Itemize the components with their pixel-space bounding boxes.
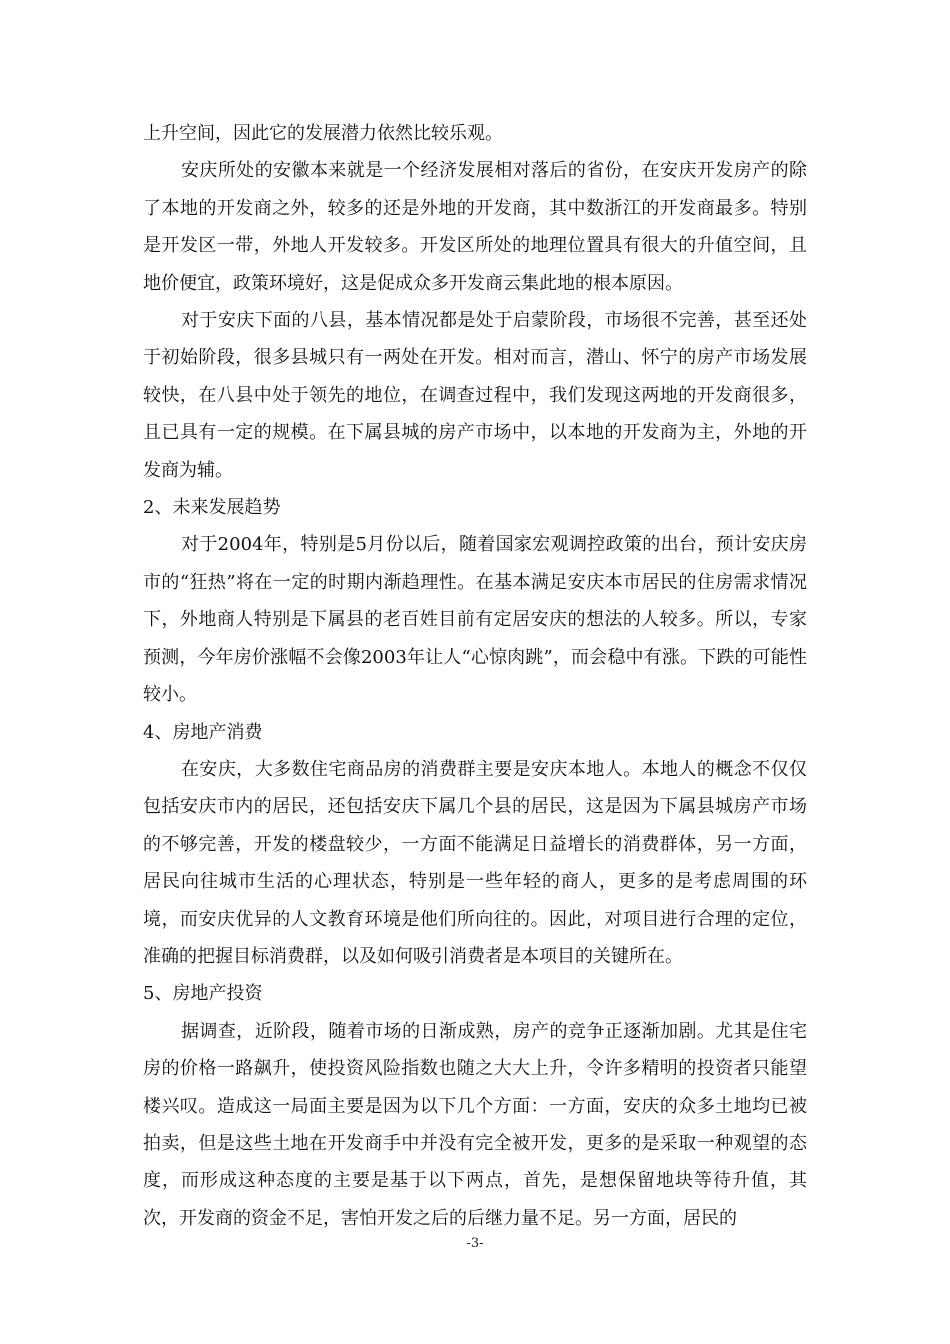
paragraph-continuation: 上升空间，因此它的发展潜力依然比较乐观。: [143, 123, 503, 144]
section-heading-consumption: 4、房地产消费: [143, 721, 263, 743]
paragraph-trend: 对于2004年，特别是5月份以后，随着国家宏观调控政策的出台，预计安庆房市的“狂热”将在一定的时期内渐趋理性。在基本满足安庆本市居民的住房需求情况下，外地商人特别是下属县的老百姓目前有定居安庆的想法的人较多。所以，专家预测，今年房价涨幅不会像2003年让人“心惊肉跳”，而会稳中有涨。下跌的可能性较小。: [143, 534, 807, 706]
paragraph-investment: 据调查，近阶段，随着市场的日渐成熟，房产的竞争正逐渐加剧。尤其是住宅房的价格一路飙升，使投资风险指数也随之大大上升，令许多精明的投资者只能望楼兴叹。造成这一局面主要是因为以下几个方面：一方面，安庆的众多土地均已被拍卖，但是这些土地在开发商手中并没有完全被开发，更多的是采取一种观望的态度，而形成这种态度的主要是基于以下两点，首先，是想保留地块等待升值，其次，开发商的资金不足，害怕开发之后的后继力量不足。另一方面，居民的: [143, 1020, 807, 1229]
page-body: [143, 115, 807, 1237]
section-heading-investment: 5、房地产投资: [143, 983, 263, 1005]
paragraph-consumption: 在安庆，大多数住宅商品房的消费群主要是安庆本地人。本地人的概念不仅仅包括安庆市内的居民，还包括安庆下属几个县的居民，这是因为下属县城房产市场的不够完善，开发的楼盘较少，一方面不能满足日益增长的消费群体，另一方面，居民向往城市生活的心理状态，特别是一些年轻的商人，更多的是考虑周围的环境，而安庆优异的人文教育环境是他们所向往的。因此，对项目进行合理的定位，准确的把握目标消费群，以及如何吸引消费者是本项目的关键所在。: [143, 758, 807, 967]
paragraph-eight-counties: 对于安庆下面的八县，基本情况都是处于启蒙阶段，市场很不完善，甚至还处于初始阶段，很多县城只有一两处在开发。相对而言，潜山、怀宁的房产市场发展较快，在八县中处于领先的地位，在调查过程中，我们发现这两地的开发商很多，且已具有一定的规模。在下属县城的房产市场中，以本地的开发商为主，外地的开发商为辅。: [143, 310, 807, 481]
paragraph-developers: 安庆所处的安徽本来就是一个经济发展相对落后的省份，在安庆开发房产的除了本地的开发商之外，较多的还是外地的开发商，其中数浙江的开发商最多。特别是开发区一带，外地人开发较多。开发区所处的地理位置具有很大的升值空间，且地价便宜，政策环境好，这是促成众多开发商云集此地的根本原因。: [143, 160, 807, 294]
section-heading-trend: 2、未来发展趋势: [143, 497, 281, 519]
page-number: -3-: [466, 1236, 484, 1251]
